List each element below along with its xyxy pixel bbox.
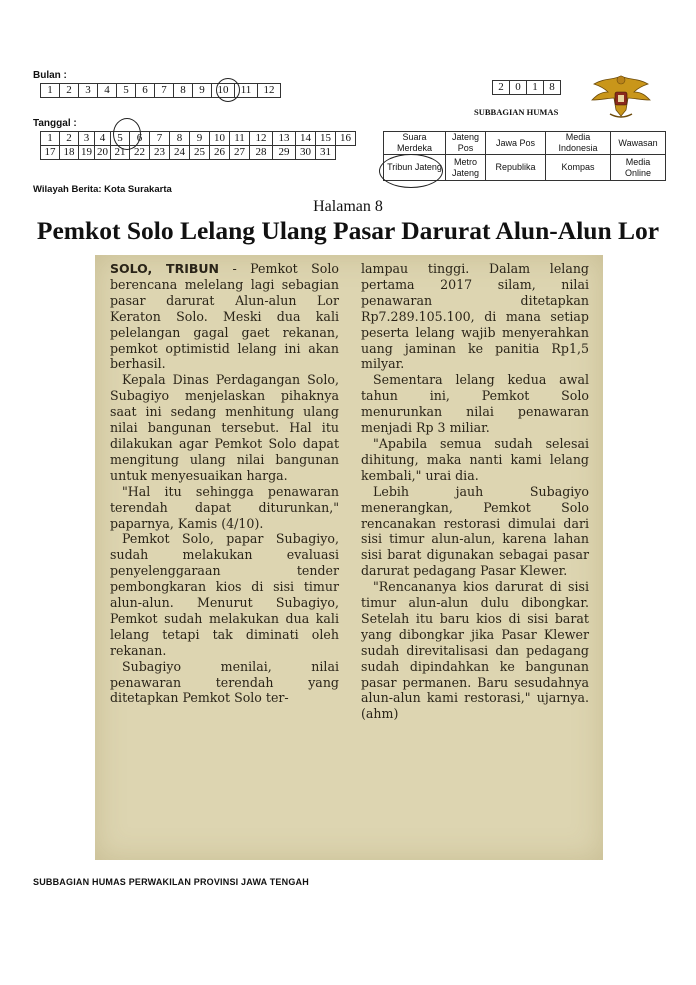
- year-digit: 8: [544, 81, 561, 95]
- day-cell: 6: [130, 132, 150, 146]
- day-cell: 29: [273, 146, 296, 160]
- media-cell: Metro Jateng: [446, 155, 486, 181]
- day-cell: 11: [230, 132, 250, 146]
- day-grid: [40, 131, 356, 160]
- media-cell: Suara Merdeka: [384, 132, 446, 155]
- article-paragraph: "Rencananya kios darurat di sisi timur alun-alun dulu dibongkar. Setelah itu baru kios di sisi barat yang dibongkar jika Pasar Klewer sudah direvitalisasi dan pedagang sudah dipindahkan ke bangunan pasar permanen. Baru sesudahnya alun-alun kami restorasi," ujarnya. (ahm): [361, 579, 589, 722]
- media-cell: Tribun Jateng: [384, 155, 446, 181]
- media-cell: Kompas: [546, 155, 611, 181]
- bulan-label: Bulan :: [33, 70, 67, 81]
- month-cell: 9: [193, 84, 212, 98]
- day-cell: 20: [95, 146, 111, 160]
- year-digit: 2: [493, 81, 510, 95]
- media-cell: Jawa Pos: [486, 132, 546, 155]
- day-cell: 2: [60, 132, 79, 146]
- day-cell: 17: [41, 146, 60, 160]
- day-cell: 31: [316, 146, 336, 160]
- year-box: [492, 80, 561, 95]
- selected-day-circle: [113, 118, 141, 150]
- page-title: Pemkot Solo Lelang Ulang Pasar Darurat Alun-Alun Lor: [36, 216, 660, 245]
- selected-month-circle: [216, 78, 240, 102]
- month-cell: 5: [117, 84, 136, 98]
- month-cell: 4: [98, 84, 117, 98]
- month-cell: 11: [235, 84, 258, 98]
- day-cell: 18: [60, 146, 79, 160]
- year-digit: 0: [510, 81, 527, 95]
- day-cell: 25: [190, 146, 210, 160]
- year-digit: 1: [527, 81, 544, 95]
- selected-media-circle: [379, 154, 443, 188]
- day-cell: 19: [79, 146, 95, 160]
- media-cell: Republika: [486, 155, 546, 181]
- article-paragraph: lampau tinggi. Dalam lelang pertama 2017 silam, nilai penawaran ditetapkan Rp7.289.105.100, di mana setiap peserta lelang wajib menyerahkan uang jaminan ke panitia Rp1,5 milyar.: [361, 261, 589, 372]
- media-cell: Wawasan: [611, 132, 666, 155]
- media-cell: Media Online: [611, 155, 666, 181]
- day-cell: 30: [296, 146, 316, 160]
- day-cell: 21: [111, 146, 130, 160]
- month-cell: 8: [174, 84, 193, 98]
- day-cell: 8: [170, 132, 190, 146]
- month-cell: 2: [60, 84, 79, 98]
- wilayah-berita: Wilayah Berita: Kota Surakarta: [33, 184, 172, 195]
- day-cell: 9: [190, 132, 210, 146]
- day-cell: 23: [150, 146, 170, 160]
- day-cell: 14: [296, 132, 316, 146]
- footer-label: SUBBAGIAN HUMAS PERWAKILAN PROVINSI JAWA TENGAH: [33, 877, 309, 887]
- article-paragraph: Sementara lelang kedua awal tahun ini, Pemkot Solo menurunkan nilai penawaran menjadi Rp 3 miliar.: [361, 372, 589, 436]
- month-cell: 7: [155, 84, 174, 98]
- month-grid: [40, 83, 281, 98]
- day-cell: 1: [41, 132, 60, 146]
- month-cell: 3: [79, 84, 98, 98]
- article-paragraph: Lebih jauh Subagiyo menerangkan, Pemkot Solo rencanakan restorasi dimulai dari sisi timur alun-alun, karena lahan sisi barat digunakan sebagai pasar darurat pedagang Pasar Klewer.: [361, 483, 589, 579]
- article-dateline: SOLO, TRIBUN: [110, 261, 219, 276]
- unit-label: SUBBAGIAN HUMAS: [474, 107, 559, 117]
- garuda-emblem-icon: [588, 70, 654, 120]
- news-clipping: [95, 255, 603, 860]
- article-paragraph: "Apabila semua sudah selesai dihitung, maka nanti kami lelang kembali," urai dia.: [361, 435, 589, 483]
- media-cell: Media Indonesia: [546, 132, 611, 155]
- tanggal-label: Tanggal :: [33, 118, 77, 129]
- day-cell: 27: [230, 146, 250, 160]
- article-paragraph: Pemkot Solo, papar Subagiyo, sudah melakukan evaluasi penyelenggaraan tender pembongkaran kios di sisi timur alun-alun. Menurut Subagiyo, Pemkot sudah melakukan dua kali lelang tetapi tak diminati oleh rekanan.: [110, 531, 339, 658]
- day-cell: 13: [273, 132, 296, 146]
- article-column-left: [110, 261, 339, 706]
- day-cell: 4: [95, 132, 111, 146]
- day-cell: 16: [336, 132, 356, 146]
- article-paragraph: - Pemkot Solo berencana melelang lagi sebagian pasar darurat Alun-alun Lor Keraton Solo. Meski dua kali pelelangan gagal gaet rekanan, pemkot optimistid lelang ini akan berhasil.: [110, 261, 339, 372]
- month-cell: 1: [41, 84, 60, 98]
- day-cell: 5: [111, 132, 130, 146]
- day-cell: 3: [79, 132, 95, 146]
- day-cell: 28: [250, 146, 273, 160]
- day-cell: 12: [250, 132, 273, 146]
- day-cell: 7: [150, 132, 170, 146]
- halaman-label: Halaman 8: [313, 198, 383, 215]
- month-cell: 12: [258, 84, 281, 98]
- day-cell: 15: [316, 132, 336, 146]
- article-paragraph: "Hal itu sehingga penawaran terendah dapat diturunkan," paparnya, Kamis (4/10).: [110, 483, 339, 531]
- day-cell: 22: [130, 146, 150, 160]
- day-cell: 24: [170, 146, 190, 160]
- article-paragraph: Kepala Dinas Perdagangan Solo, Subagiyo menjelaskan pihaknya saat ini sedang menhitung ulang nilai bangunan tersebut. Hal itu dilakukan agar Pemkot Solo dapat mengitung ulang nilai bangunan untuk menyesuaikan harga.: [110, 372, 339, 483]
- day-cell: 10: [210, 132, 230, 146]
- media-cell: Jateng Pos: [446, 132, 486, 155]
- month-cell: 6: [136, 84, 155, 98]
- article-column-right: [361, 261, 589, 722]
- month-cell: 10: [212, 84, 235, 98]
- day-cell: 26: [210, 146, 230, 160]
- article-paragraph: Subagiyo menilai, nilai penawaran terendah yang ditetapkan Pemkot Solo ter-: [110, 658, 339, 706]
